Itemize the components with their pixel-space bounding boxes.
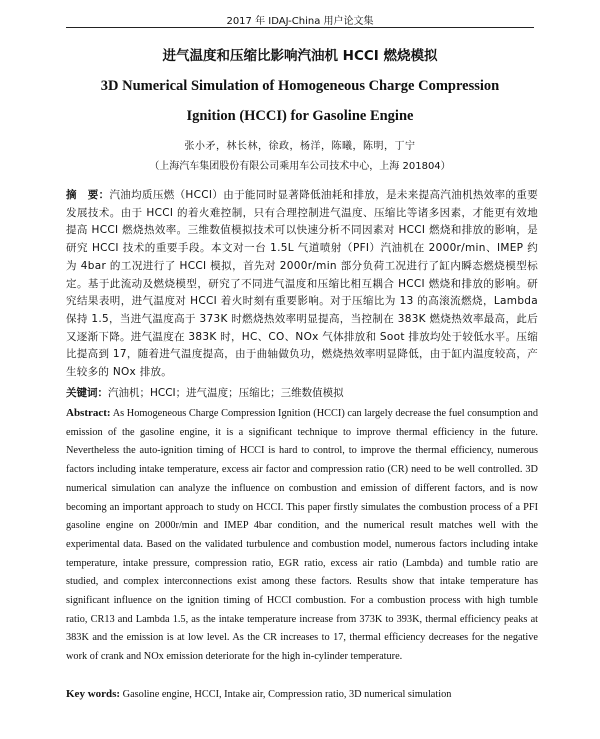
keywords-chinese-text: 汽油机；HCCI；进气温度；压缩比；三维数值模拟	[108, 387, 344, 399]
title-chinese: 进气温度和压缩比影响汽油机 HCCI 燃烧模拟	[162, 48, 438, 64]
abstract-english	[66, 404, 538, 667]
abstract-chinese-label: 摘 要：	[66, 189, 110, 201]
abstract-chinese	[66, 187, 538, 382]
keywords-english-text: Gasoline engine, HCCI, Intake air, Compression ratio, 3D numerical simulation	[122, 689, 452, 700]
author-list: 张小矛，林长林，徐政，杨洋，陈曦，陈明，丁宁	[184, 141, 416, 152]
keywords-english	[66, 685, 538, 704]
title-english-line2: Ignition (HCCI) for Gasoline Engine	[186, 108, 414, 124]
abstract-english-text: As Homogeneous Charge Compression Ignition (HCCI) can largely decrease the fuel consumption and emission of the gasoline engine, it is a significant technique to improve thermal efficiency in the future. Nevertheless the auto-ignition timing of HCCI is hard to control, to improve the thermal efficiency, numerous factors including intake temperature, excess air factor and compression ratio (CR) need to be well controlled. 3D numerical simulation can analyze the influence on combustion and emission of different factors, and is now becoming an important approach to study on HCCI. This paper firstly simulates the combustion process of a PFI gasoline engine on 2000r/min and IMEP 4bar condition, and the numerical result matches well with the experimental data. Based on the validated turbulence and combustion model, numerous factors including intake temperature, intake pressure, compression ratio, EGR ratio, excess air ratio (Lambda) and tumble ratio are studied, and complex interconnections exist among these factors. Results show that intake temperature has significant influence on the ignition timing of HCCI combustion. For a combustion process with high tumble ratio, CR13 and Lambda 1.5, as the intake temperature increase from 373K to 393K, thermal efficiency peaks at 383K and the emission is at low level. As the CR increases to 17, thermal efficiency decreases for the negative work of crank and NOx emission deteriorate for the high in-cylinder temperature.	[66, 408, 538, 663]
abstract-chinese-text: 汽油均质压燃（HCCI）由于能同时显著降低油耗和排放，是未来提高汽油机热效率的重要发展技术。由于 HCCI 的着火难控制，只有合理控制进气温度、压缩比等诸多因素，才能更有效地提高 HCCI 燃烧热效率。三维数值模拟技术可以快速分析不同因素对 HCCI 燃烧和排放的影响，是研究 HCCI 技术的重要手段。本文对一台 1.5L 气道喷射（PFI）汽油机在 2000r/min、IMEP 约为 4bar 的工况进行了 HCCI 模拟，首先对 2000r/min 部分负荷工况进行了缸内瞬态燃烧模型标定。基于此流动及燃烧模型，研究了不同进气温度和压缩比相互耦合 HCCI 燃烧和排放的影响。研究结果表明，进气温度对 HCCI 着火时刻有重要影响。对于压缩比为 13 的高滚流燃烧，Lambda 保持 1.5，当进气温度高于 373K 时燃烧热效率明显提高，当控制在 383K 燃烧热效率最高，此后又逐渐下降。进气温度在 383K 时，HC、CO、NOx 气体排放和 Soot 排放均处于较低水平。压缩比提高到 17，随着进气温度提高，由于曲轴做负功，燃烧热效率明显降低，由于缸内温度较高，产生较多的 NOx 排放。	[66, 189, 539, 379]
keywords-chinese-label: 关键词：	[66, 387, 108, 399]
running-head: 2017 年 IDAJ-China 用户论文集	[226, 16, 374, 27]
keywords-chinese	[66, 385, 538, 402]
keywords-english-label: Key words:	[66, 688, 121, 700]
header-divider	[66, 27, 534, 28]
affiliation: （上海汽车集团股份有限公司乘用车公司技术中心，上海 201804）	[149, 161, 451, 172]
title-english-line1: 3D Numerical Simulation of Homogeneous Charge Compression	[100, 78, 500, 94]
abstract-english-label: Abstract:	[66, 407, 111, 419]
